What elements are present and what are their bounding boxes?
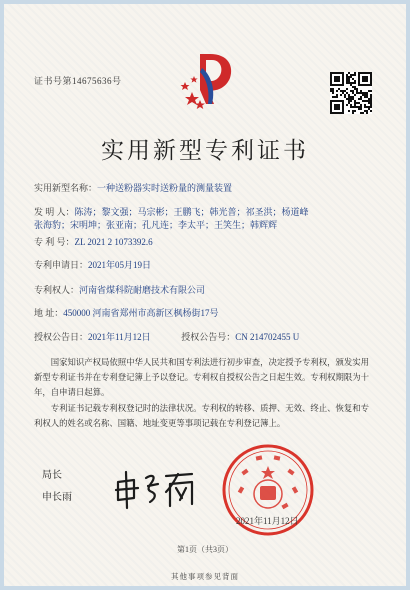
grant-date-value: 2021年11月12日 (88, 332, 151, 342)
filing-date-value: 2021年05月19日 (88, 260, 152, 270)
seal-date: 2021年11月12日 (236, 516, 299, 526)
address-label: 地 址： (34, 308, 64, 318)
patentee-label: 专利权人： (34, 285, 80, 295)
patent-number-value: ZL 2021 2 1073392.6 (74, 237, 153, 247)
patentee-row (34, 284, 205, 297)
patent-emblem-icon (170, 44, 242, 116)
inventor-label: 发 明 人： (34, 207, 75, 217)
inventor-row (34, 206, 309, 219)
inventor-value-line1: 陈涛；黎文强；马宗彬；王鹏飞；韩光普；祁圣洪；杨道峰 (74, 207, 309, 217)
inventor-value-line2: 张海豹；宋明坤；张亚南；孔凡连；李太平；王笑生；韩辉辉 (34, 220, 278, 230)
grant-date-label: 授权公告日： (34, 332, 89, 342)
legal-status-paragraph: 专利证书记载专利权登记时的法律状况。专利权的转移、质押、无效、终止、恢复和专利权人的姓名或名称、国籍、地址变更等事项记载在专利登记簿上。 (34, 404, 370, 428)
announcement-number-value: CN 214702455 U (235, 332, 300, 342)
utility-model-name-label: 实用新型名称： (34, 183, 98, 193)
inventor-row-continued (34, 219, 277, 232)
grant-decision-paragraph: 国家知识产权局依照中华人民共和国专利法进行初步审查，决定授予专利权，颁发实用新型专利证书并在专利登记簿上予以登记。专利权自授权公告之日起生效。专利权期限为十年，自申请日起算。 (34, 358, 370, 397)
handwritten-signature-icon (112, 468, 198, 510)
announcement-number-label: 授权公告号： (181, 332, 236, 342)
patent-number-row (34, 236, 153, 249)
patent-number-label: 专 利 号： (34, 237, 75, 247)
qr-code-icon (330, 72, 372, 114)
certificate-number: 证书号第14675636号 (34, 76, 122, 86)
director-name: 申长雨 (42, 492, 72, 503)
patentee-value: 河南省煤科院耐磨技术有限公司 (79, 285, 206, 295)
address-row (34, 307, 219, 320)
footer-note: 其他事项参见背面 (171, 572, 239, 581)
utility-model-name-value: 一种送粉器实时送粉量的测量装置 (97, 183, 233, 193)
certificate-title: 实用新型专利证书 (101, 138, 309, 163)
filing-date-row (34, 259, 151, 272)
address-value: 450000 河南省郑州市高新区枫杨街17号 (63, 308, 219, 318)
utility-model-name-row (34, 182, 232, 195)
page-number: 第1页（共3页） (177, 545, 233, 554)
filing-date-label: 专利申请日： (34, 260, 89, 270)
grant-date-row (34, 331, 299, 344)
director-title: 局长 (42, 470, 62, 481)
